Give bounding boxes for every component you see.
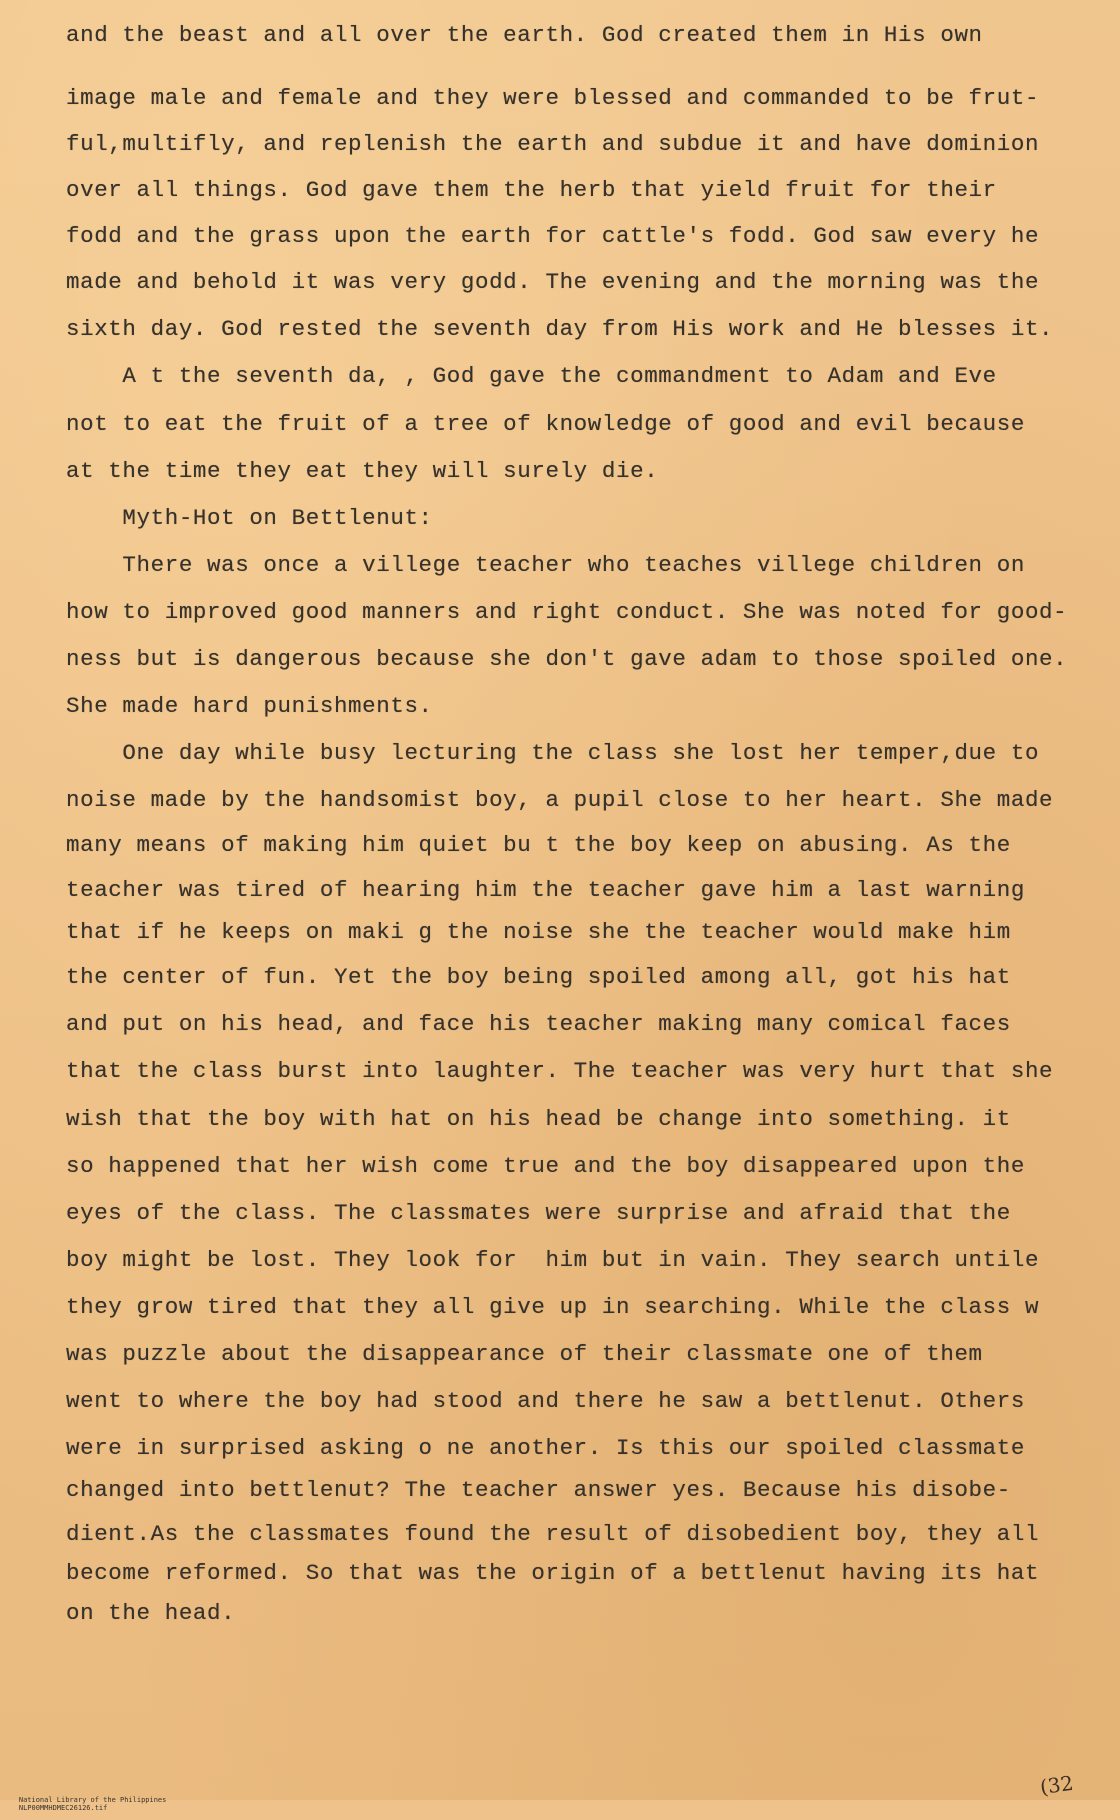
text-line: and the beast and all over the earth. God created them in His own: [66, 22, 983, 48]
text-line: teacher was tired of hearing him the teacher gave him a last warning: [66, 877, 1025, 903]
text-line: image male and female and they were blessed and commanded to be frut-: [66, 85, 1040, 111]
text-line: made and behold it was very godd. The evening and the morning was the: [66, 269, 1040, 295]
text-line: went to where the boy had stood and there he saw a bettlenut. Others: [66, 1388, 1025, 1414]
scan-footer: [2, 1788, 194, 1820]
text-line: ful,multifly, and replenish the earth and subdue it and have dominion: [66, 131, 1040, 157]
text-line: over all things. God gave them the herb that yield fruit for their: [66, 177, 997, 203]
file-id: NLP00MMHDMEC26126.tif: [18, 1804, 108, 1812]
text-line: One day while busy lecturing the class she lost her temper,due to: [66, 740, 1040, 766]
text-line: ness but is dangerous because she don't gave adam to those spoiled one.: [66, 646, 1068, 672]
text-line: dient.As the classmates found the result of disobedient boy, they all: [66, 1521, 1040, 1547]
text-line: fodd and the grass upon the earth for cattle's fodd. God saw every he: [66, 223, 1040, 249]
text-line: changed into bettlenut? The teacher answer yes. Because his disobe-: [66, 1477, 1011, 1503]
text-line: wish that the boy with hat on his head be change into something. it: [66, 1106, 1011, 1132]
text-line: noise made by the handsomist boy, a pupil close to her heart. She made: [66, 787, 1054, 813]
text-line: There was once a villege teacher who teaches villege children on: [66, 552, 1025, 578]
text-line: many means of making him quiet bu t the boy keep on abusing. As the: [66, 832, 1011, 858]
text-line: so happened that her wish come true and the boy disappeared upon the: [66, 1153, 1025, 1179]
text-line: that the class burst into laughter. The teacher was very hurt that she: [66, 1058, 1054, 1084]
text-line: at the time they eat they will surely die.: [66, 458, 659, 484]
text-line: they grow tired that they all give up in searching. While the class w: [66, 1294, 1040, 1320]
text-line: that if he keeps on maki g the noise she the teacher would make him: [66, 919, 1011, 945]
text-line: were in surprised asking o ne another. Is this our spoiled classmate: [66, 1435, 1025, 1461]
text-line: A t the seventh da, , God gave the commandment to Adam and Eve: [66, 363, 997, 389]
text-line: on the head.: [66, 1600, 236, 1626]
text-line: the center of fun. Yet the boy being spoiled among all, got his hat: [66, 964, 1011, 990]
text-line: sixth day. God rested the seventh day from His work and He blesses it.: [66, 316, 1054, 342]
text-line: and put on his head, and face his teacher making many comical faces: [66, 1011, 1011, 1037]
text-line: was puzzle about the disappearance of their classmate one of them: [66, 1341, 983, 1367]
library-name: National Library of the Philippines: [18, 1796, 167, 1804]
text-line: eyes of the class. The classmates were surprise and afraid that the: [66, 1200, 1011, 1226]
page-number: (32: [1038, 1770, 1075, 1800]
text-line: how to improved good manners and right conduct. She was noted for good-: [66, 599, 1068, 625]
text-line: She made hard punishments.: [66, 693, 433, 719]
section-heading: Myth-Hot on Bettlenut:: [66, 505, 433, 531]
text-line: boy might be lost. They look for him but in vain. They search untile: [66, 1247, 1040, 1273]
text-line: not to eat the fruit of a tree of knowledge of good and evil because: [66, 411, 1025, 437]
text-line: become reformed. So that was the origin of a bettlenut having its hat: [66, 1560, 1040, 1586]
